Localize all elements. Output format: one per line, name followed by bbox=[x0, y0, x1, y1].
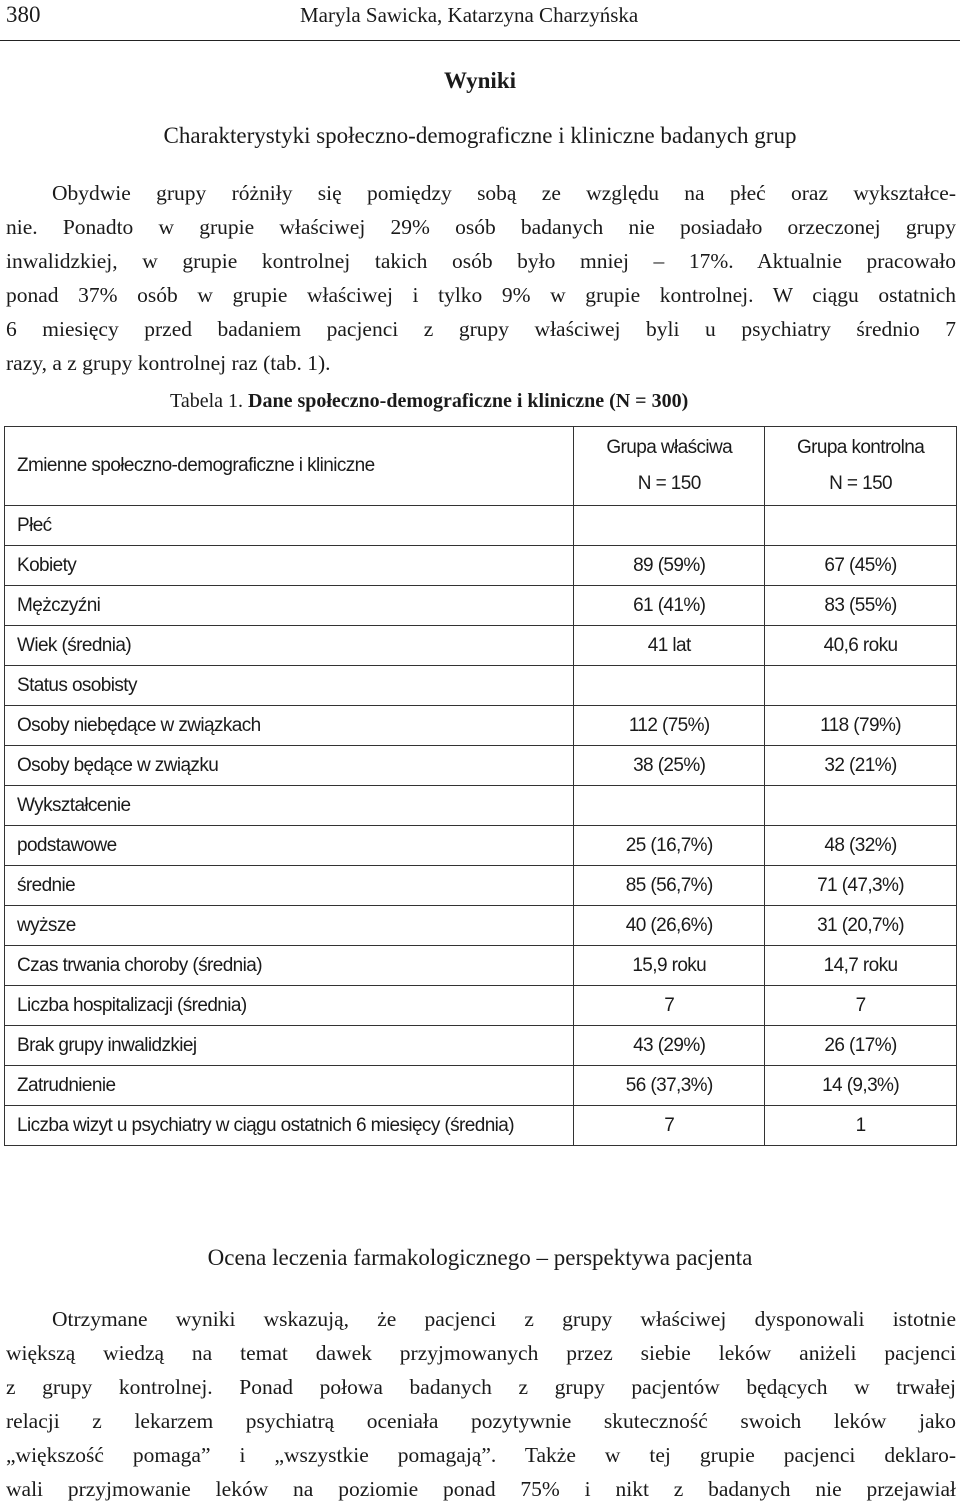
header-group1-name: Grupa właściwa bbox=[606, 437, 733, 458]
row-label-cell: Liczba wizyt u psychiatry w ciągu ostatnich 6 miesięcy (średnia) bbox=[5, 1106, 574, 1146]
header-group1-cell bbox=[574, 427, 765, 506]
header-group1-n: N = 150 bbox=[637, 473, 701, 494]
paragraph-line: Otrzymane wyniki wskazują, że pacjenci z grupy właściwej dysponowali istotnie bbox=[52, 1307, 956, 1331]
row-label-cell: Czas trwania choroby (średnia) bbox=[5, 946, 574, 986]
group2-value-cell: 14 (9,3%) bbox=[765, 1066, 957, 1106]
group1-value-cell: 7 bbox=[574, 986, 765, 1026]
row-label-cell: Kobiety bbox=[5, 546, 574, 586]
table-row bbox=[5, 1106, 957, 1146]
paragraph-line: Obydwie grupy różniły się pomiędzy sobą ze względu na płeć oraz wykształce- bbox=[52, 181, 956, 205]
row-label-cell: Osoby będące w związku bbox=[5, 746, 574, 786]
row-label-cell: wyższe bbox=[5, 906, 574, 946]
group1-value-cell: 38 (25%) bbox=[574, 746, 765, 786]
group1-value-cell: 41 lat bbox=[574, 626, 765, 666]
group1-value-cell: 112 (75%) bbox=[574, 706, 765, 746]
header-group2-n: N = 150 bbox=[829, 473, 893, 494]
table-row bbox=[5, 946, 957, 986]
paragraph-line: ponad 37% osób w grupie właściwej i tylko 9% w grupie kontrolnej. W ciągu ostatnich bbox=[6, 283, 956, 307]
paragraph-assessment bbox=[6, 1302, 956, 1506]
table-row bbox=[5, 906, 957, 946]
group1-value-cell: 15,9 roku bbox=[574, 946, 765, 986]
paragraph-line: razy, a z grupy kontrolnej raz (tab. 1). bbox=[6, 351, 331, 375]
group1-value-cell: 40 (26,6%) bbox=[574, 906, 765, 946]
header-variable-cell: Zmienne społeczno-demograficzne i kliniczne bbox=[5, 427, 574, 506]
table-caption-title: Dane społeczno-demograficzne i kliniczne (N = 300) bbox=[248, 390, 689, 412]
group2-value-cell: 26 (17%) bbox=[765, 1026, 957, 1066]
header-group2-name: Grupa kontrolna bbox=[796, 437, 925, 458]
table-caption-label: Tabela 1. bbox=[170, 390, 244, 412]
table-row bbox=[5, 986, 957, 1026]
group1-value-cell: 25 (16,7%) bbox=[574, 826, 765, 866]
table-row bbox=[5, 626, 957, 666]
group2-value-cell: 67 (45%) bbox=[765, 546, 957, 586]
page-number: 380 bbox=[6, 2, 41, 27]
table-row bbox=[5, 586, 957, 626]
paragraph-line: „większość pomaga” i „wszystkie pomagają”. Także w tej grupie pacjenci deklaro- bbox=[6, 1443, 956, 1467]
row-label-cell: Osoby niebędące w związkach bbox=[5, 706, 574, 746]
group1-value-cell: 61 (41%) bbox=[574, 586, 765, 626]
row-label-cell: Brak grupy inwalidzkiej bbox=[5, 1026, 574, 1066]
section-title: Wyniki bbox=[443, 68, 516, 93]
table-row bbox=[5, 1026, 957, 1066]
table-row bbox=[5, 746, 957, 786]
group1-value-cell bbox=[574, 786, 765, 826]
table-caption bbox=[170, 390, 688, 413]
row-label-cell: Wykształcenie bbox=[5, 786, 574, 826]
demographics-table bbox=[4, 426, 957, 1146]
subsection-title-pharmacological: Ocena leczenia farmakologicznego – perspektywa pacjenta bbox=[207, 1245, 753, 1270]
group2-value-cell bbox=[765, 666, 957, 706]
running-head: Maryla Sawicka, Katarzyna Charzyńska bbox=[300, 3, 639, 27]
row-label-cell: podstawowe bbox=[5, 826, 574, 866]
paragraph-line: nie. Ponadto w grupie właściwej 29% osób badanych nie posiadało orzeczonej grupy bbox=[6, 215, 956, 239]
table-header-row bbox=[5, 427, 957, 506]
group2-value-cell bbox=[765, 506, 957, 546]
table-row bbox=[5, 1066, 957, 1106]
group2-value-cell: 83 (55%) bbox=[765, 586, 957, 626]
group1-value-cell: 85 (56,7%) bbox=[574, 866, 765, 906]
paragraph-line: wali przyjmowanie leków na poziomie ponad 75% i nikt z badanych nie przejawiał bbox=[6, 1477, 956, 1501]
group2-value-cell: 40,6 roku bbox=[765, 626, 957, 666]
group2-value-cell: 7 bbox=[765, 986, 957, 1026]
row-label-cell: Wiek (średnia) bbox=[5, 626, 574, 666]
paragraph-results bbox=[6, 176, 956, 380]
group1-value-cell: 7 bbox=[574, 1106, 765, 1146]
row-label-cell: średnie bbox=[5, 866, 574, 906]
group1-value-cell bbox=[574, 506, 765, 546]
paragraph-line: inwalidzkiej, w grupie kontrolnej takich osób było mniej – 17%. Aktualnie pracowało bbox=[6, 249, 956, 273]
row-label-cell: Liczba hospitalizacji (średnia) bbox=[5, 986, 574, 1026]
row-label-cell: Mężczyźni bbox=[5, 586, 574, 626]
paragraph-line: większą wiedzą na temat dawek przyjmowanych przez siebie leków aniżeli pacjenci bbox=[6, 1341, 956, 1365]
table-category-row bbox=[5, 506, 957, 546]
group2-value-cell: 48 (32%) bbox=[765, 826, 957, 866]
group2-value-cell: 32 (21%) bbox=[765, 746, 957, 786]
group2-value-cell: 71 (47,3%) bbox=[765, 866, 957, 906]
group2-value-cell: 1 bbox=[765, 1106, 957, 1146]
group1-value-cell: 43 (29%) bbox=[574, 1026, 765, 1066]
table-row bbox=[5, 706, 957, 746]
group1-value-cell: 89 (59%) bbox=[574, 546, 765, 586]
group1-value-cell bbox=[574, 666, 765, 706]
table-category-row bbox=[5, 786, 957, 826]
group2-value-cell: 118 (79%) bbox=[765, 706, 957, 746]
group2-value-cell: 14,7 roku bbox=[765, 946, 957, 986]
row-label-cell: Płeć bbox=[5, 506, 574, 546]
group1-value-cell: 56 (37,3%) bbox=[574, 1066, 765, 1106]
table-row bbox=[5, 866, 957, 906]
table-row bbox=[5, 826, 957, 866]
paragraph-line: relacji z lekarzem psychiatrą oceniała pozytywnie skuteczność swoich leków jako bbox=[6, 1409, 956, 1433]
subsection-title-characteristics: Charakterystyki społeczno-demograficzne i kliniczne badanych grup bbox=[163, 123, 797, 148]
paragraph-line: z grupy kontrolnej. Ponad połowa badanych z grupy pacjentów będących w trwałej bbox=[6, 1375, 956, 1399]
paragraph-line: 6 miesięcy przed badaniem pacjenci z grupy właściwej byli u psychiatry średnio 7 bbox=[6, 317, 956, 341]
group2-value-cell bbox=[765, 786, 957, 826]
row-label-cell: Zatrudnienie bbox=[5, 1066, 574, 1106]
table-category-row bbox=[5, 666, 957, 706]
row-label-cell: Status osobisty bbox=[5, 666, 574, 706]
group2-value-cell: 31 (20,7%) bbox=[765, 906, 957, 946]
page-header bbox=[0, 0, 960, 41]
table-row bbox=[5, 546, 957, 586]
header-group2-cell bbox=[765, 427, 957, 506]
